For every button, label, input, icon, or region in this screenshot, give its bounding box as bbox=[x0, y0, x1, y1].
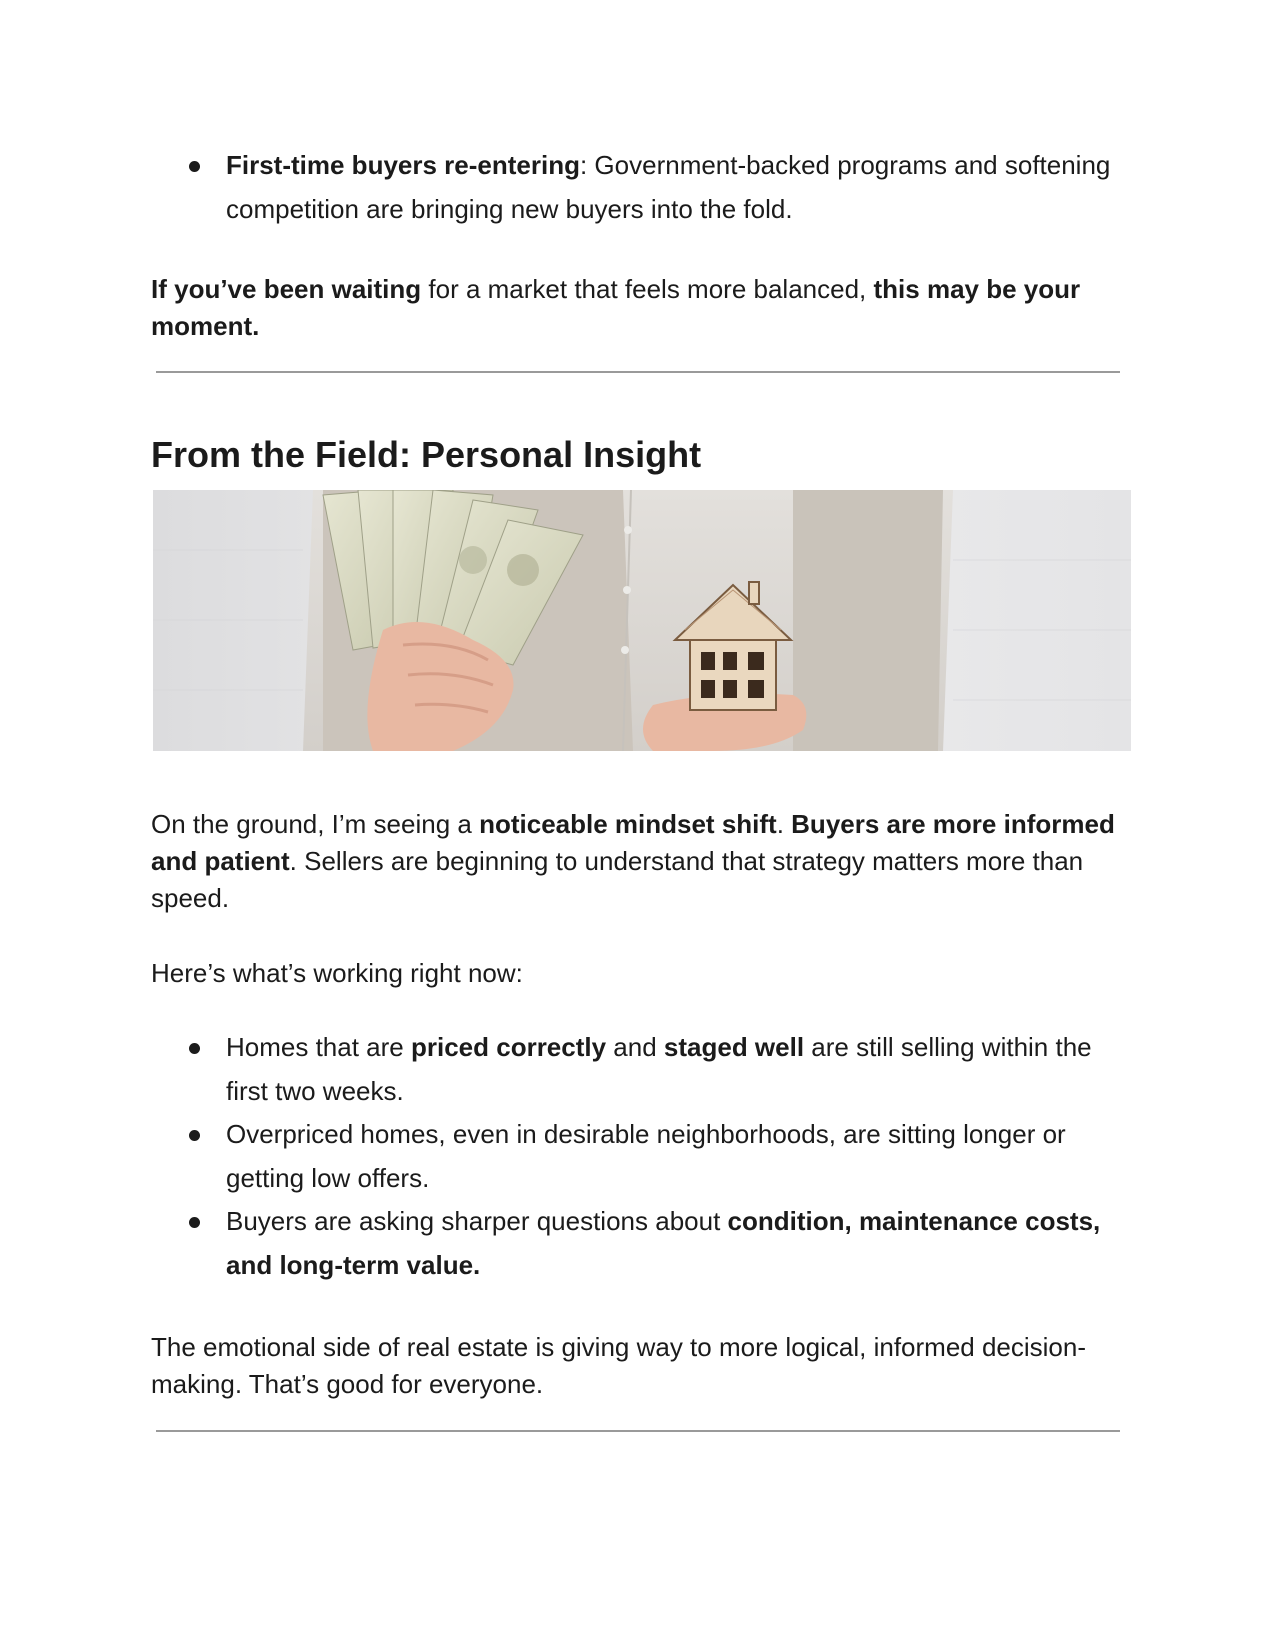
list-item-bold: First-time buyers re-entering bbox=[226, 150, 580, 180]
list-item-bold: staged well bbox=[663, 1032, 805, 1062]
bullet-icon bbox=[189, 1130, 200, 1141]
list-item-text: Buyers are asking sharper questions about bbox=[226, 1206, 728, 1236]
mindset-paragraph bbox=[151, 806, 1131, 917]
list-item bbox=[0, 1200, 1126, 1287]
working-bullet-list bbox=[0, 1026, 1275, 1287]
list-item-text: Overpriced homes, even in desirable neighborhoods, are sitting longer or getting low offers. bbox=[226, 1119, 1066, 1193]
mindset-lead: On the ground, I’m seeing a bbox=[151, 809, 480, 839]
list-item bbox=[0, 144, 1126, 231]
list-item bbox=[0, 1026, 1126, 1113]
working-intro: Here’s what’s working right now: bbox=[151, 958, 523, 988]
horizontal-rule bbox=[156, 371, 1120, 373]
bullet-icon bbox=[189, 1217, 200, 1228]
waiting-bold-2: this may be your moment. bbox=[151, 274, 1081, 341]
bullet-icon bbox=[189, 161, 200, 172]
mindset-rest: . Sellers are beginning to understand that strategy matters more than speed. bbox=[151, 846, 1084, 913]
list-item-text: and bbox=[606, 1032, 664, 1062]
list-item bbox=[0, 1113, 1126, 1200]
mindset-bold-1: noticeable mindset shift bbox=[479, 809, 777, 839]
photo-illustration bbox=[153, 490, 1131, 751]
bullet-icon bbox=[189, 1043, 200, 1054]
horizontal-rule bbox=[156, 1430, 1120, 1432]
mindset-bold-2: Buyers are more informed and patient bbox=[151, 809, 1115, 876]
closing-paragraph: The emotional side of real estate is giving way to more logical, informed decision-making. That’s good for everyone. bbox=[151, 1332, 1087, 1399]
waiting-bold-1: If you’ve been waiting bbox=[151, 274, 422, 304]
list-item-bold: condition, maintenance costs, and long-term value. bbox=[226, 1206, 1101, 1280]
money-and-house-photo bbox=[153, 490, 1131, 751]
list-item-text: Homes that are bbox=[226, 1032, 411, 1062]
list-item-text: are still selling within the first two weeks. bbox=[226, 1032, 1092, 1106]
buyers-bullet-list bbox=[0, 144, 1275, 231]
list-item-text: : Government-backed programs and softening competition are bringing new buyers into the fold. bbox=[226, 150, 1111, 224]
mindset-sep: . bbox=[776, 809, 792, 839]
section-heading: From the Field: Personal Insight bbox=[151, 434, 702, 475]
waiting-paragraph bbox=[151, 271, 1131, 345]
waiting-text: for a market that feels more balanced, bbox=[421, 274, 874, 304]
list-item-bold: priced correctly bbox=[410, 1032, 607, 1062]
